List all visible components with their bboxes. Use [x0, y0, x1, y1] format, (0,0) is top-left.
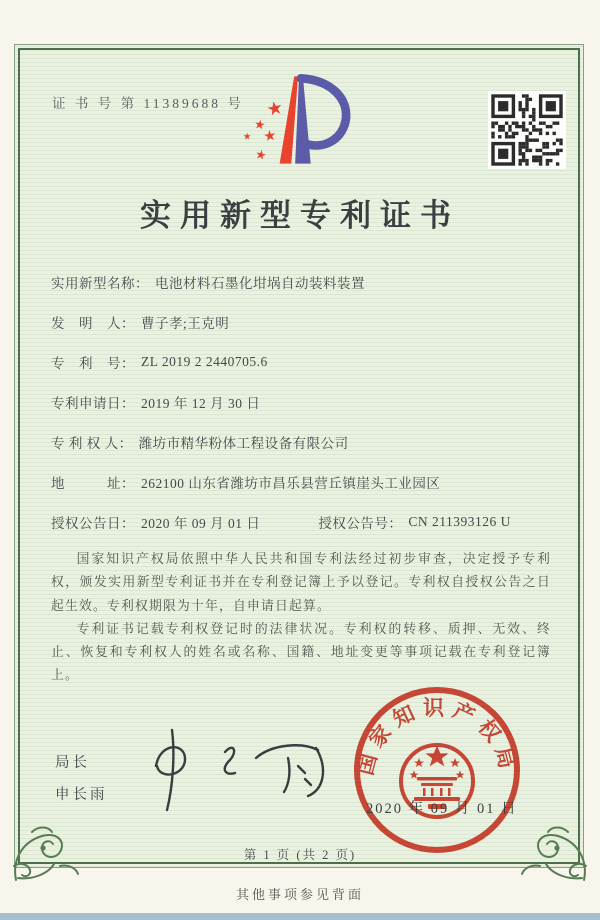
- svg-text:★: ★: [242, 131, 252, 143]
- corner-ornament-icon: [8, 822, 80, 884]
- field-label: 实用新型名称：: [51, 276, 149, 291]
- officer-block: [55, 748, 108, 812]
- field-patentee: [51, 422, 551, 462]
- field-value: 2019 年 12 月 30 日: [141, 396, 261, 411]
- field-filing-date: [51, 382, 551, 422]
- certificate-content: [51, 262, 551, 688]
- svg-text:★: ★: [264, 97, 286, 121]
- back-side-note: 其他事项参见背面: [235, 887, 364, 902]
- legal-text: [51, 548, 551, 688]
- field-inventor: [51, 302, 551, 342]
- field-label: 发 明 人：: [51, 316, 135, 331]
- field-grant-row: [51, 502, 551, 542]
- legal-paragraph-2: 专利证书记载专利权登记时的法律状况。专利权的转移、质押、无效、终止、恢复和专利权人的姓名或名称、国籍、地址变更等事项记载在专利登记簿上。: [51, 621, 551, 683]
- grant-number-label: 授权公告号：: [318, 516, 403, 531]
- field-label: 地 址：: [51, 476, 135, 491]
- svg-text:国家知识产权局: [353, 696, 521, 778]
- grant-date-label: 授权公告日：: [51, 516, 135, 531]
- field-value: 曹子孝;王克明: [141, 316, 230, 331]
- field-address: [51, 462, 551, 502]
- officer-signature: [130, 722, 350, 814]
- page-number: 第 1 页 (共 2 页): [243, 848, 357, 862]
- certificate-title: 实用新型专利证书: [140, 198, 460, 233]
- official-seal-stamp: [350, 683, 524, 857]
- svg-text:★: ★: [252, 116, 267, 133]
- seal-date: 2020 年 09 月 01 日: [366, 801, 518, 817]
- certificate-number: 证 书 号 第 11389688 号: [52, 96, 244, 111]
- grant-date-value: 2020 年 09 月 01 日: [141, 516, 261, 531]
- seal-text: 国家知识产权局: [353, 696, 521, 778]
- cnipa-logo-icon: [237, 64, 363, 176]
- photo-scan-edge: [0, 913, 600, 920]
- field-value: 潍坊市精华粉体工程设备有限公司: [138, 436, 349, 451]
- field-utility-model-name: [51, 262, 551, 302]
- field-patent-number: [51, 342, 551, 382]
- field-label: 专利申请日：: [51, 396, 135, 411]
- corner-ornament-icon: [520, 822, 592, 884]
- qr-code: [488, 91, 566, 169]
- field-value: 262100 山东省潍坊市昌乐县营丘镇崖头工业园区: [141, 476, 441, 491]
- field-value: ZL 2019 2 2440705.6: [141, 354, 268, 369]
- svg-text:★: ★: [253, 147, 268, 164]
- field-label: 专 利 权 人：: [51, 436, 133, 451]
- legal-paragraph-1: 国家知识产权局依照中华人民共和国专利法经过初步审查，决定授予专利权，颁发实用新型专利证书并在专利登记簿上予以登记。专利权自授权公告之日起生效。专利权期限为十年，自申请日起算。: [51, 552, 551, 613]
- grant-number-value: CN 211393126 U: [408, 514, 511, 529]
- field-value: 电池材料石墨化坩埚自动装料装置: [155, 276, 365, 291]
- officer-title: 局长: [55, 755, 90, 771]
- officer-name: 申长雨: [55, 786, 108, 803]
- field-label: 专 利 号：: [51, 356, 135, 371]
- svg-text:★: ★: [262, 127, 278, 146]
